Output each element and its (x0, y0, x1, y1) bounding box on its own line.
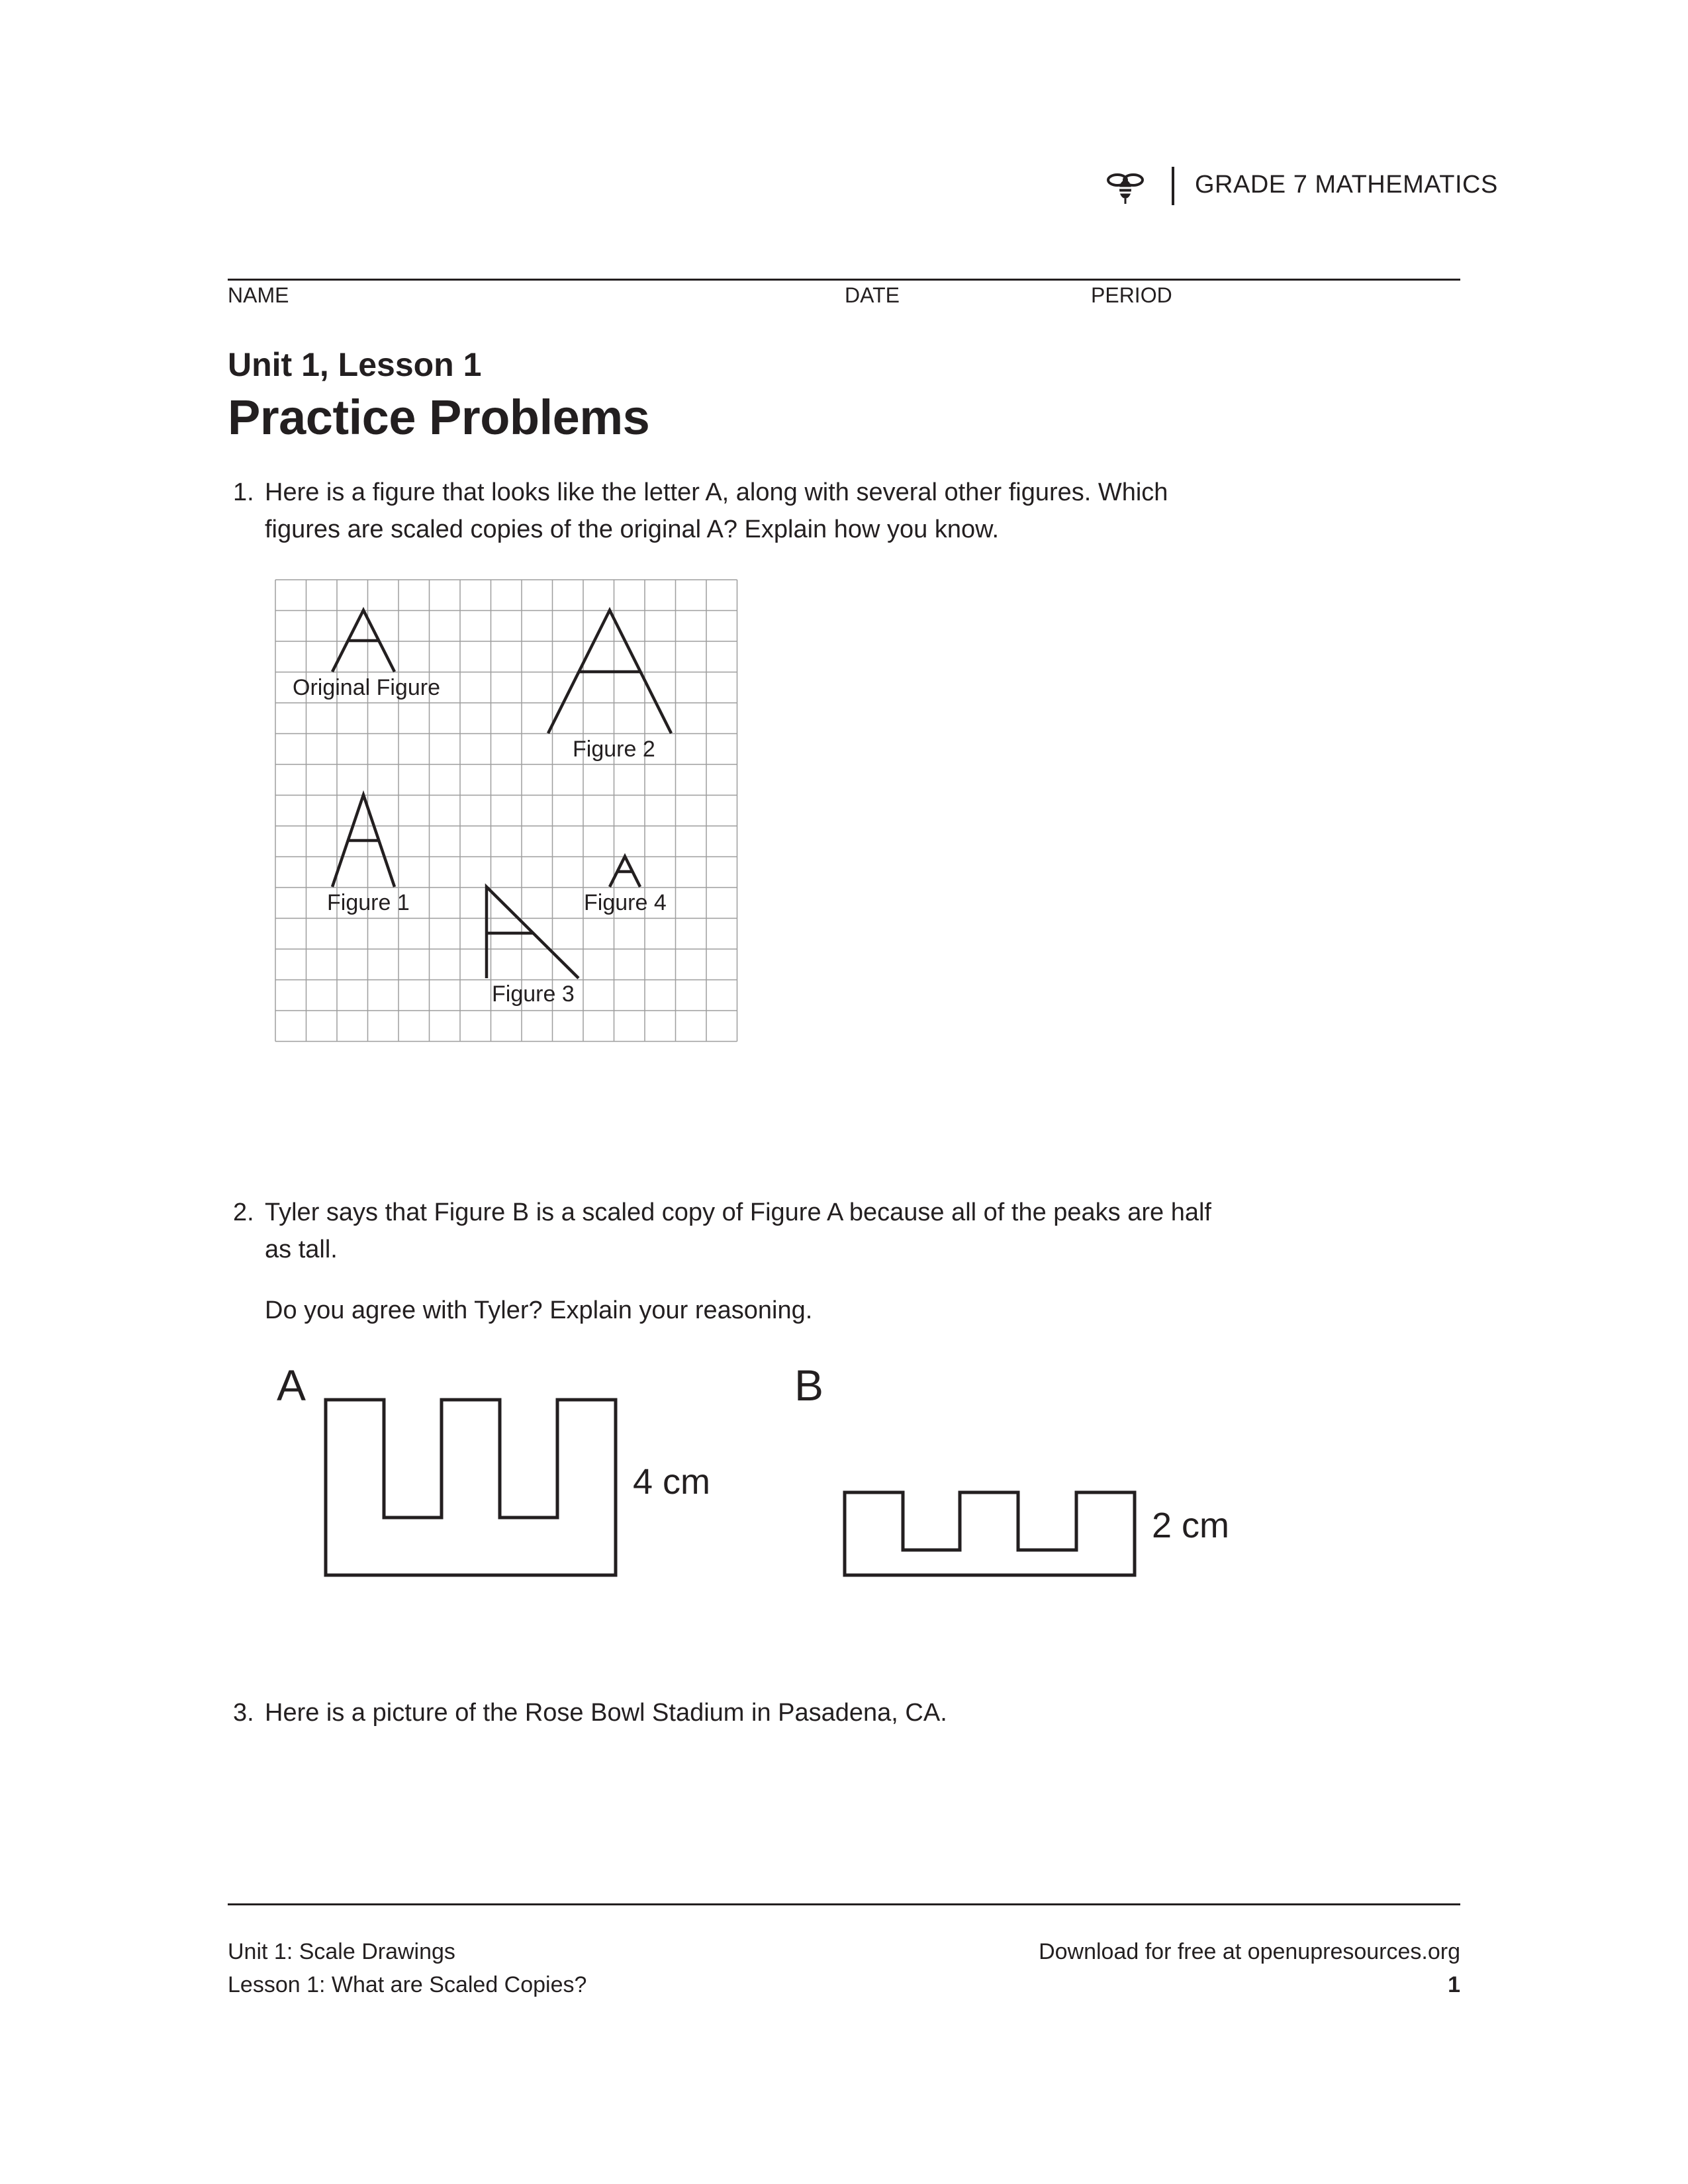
original-figure-label: Original Figure (293, 675, 440, 700)
name-line (228, 279, 1460, 281)
question-1-text: Here is a figure that looks like the letter A, along with several other figures. Which figures are scaled copies of the original A? Explain how you know. (265, 478, 1168, 543)
figure-b-label: B (794, 1361, 824, 1410)
question-2-number: 2. (233, 1199, 254, 1226)
question-3-text: Here is a picture of the Rose Bowl Stadium in Pasadena, CA. (265, 1699, 947, 1727)
course-title: GRADE 7 MATHEMATICS (1195, 171, 1498, 199)
figure-a-shape (326, 1400, 616, 1575)
figure-b-shape (845, 1492, 1135, 1575)
question-1-number: 1. (233, 478, 254, 506)
question-2-text: Tyler says that Figure B is a scaled copy of Figure A because all of the peaks are half as tall. (265, 1199, 1211, 1263)
page-title: Practice Problems (228, 390, 650, 445)
letter-a-figures-grid (271, 576, 741, 1047)
figure-a-height-label: 4 cm (633, 1462, 711, 1502)
header-divider (1172, 167, 1174, 205)
footer-lesson: Lesson 1: What are Scaled Copies? (228, 1972, 587, 1997)
unit-lesson-heading: Unit 1, Lesson 1 (228, 346, 482, 383)
bee-logo-icon (1104, 165, 1147, 208)
figure-4-label: Figure 4 (584, 890, 667, 915)
question-3-number: 3. (233, 1699, 254, 1727)
figure-3-label: Figure 3 (492, 981, 575, 1007)
page-number: 1 (1448, 1972, 1460, 1997)
figure-1-shape (332, 795, 395, 887)
period-label: PERIOD (1091, 283, 1172, 307)
figure-b-height-label: 2 cm (1152, 1506, 1230, 1545)
date-label: DATE (845, 283, 900, 307)
figure-a-label: A (277, 1361, 306, 1410)
footer-rule (228, 1903, 1460, 1905)
name-label: NAME (228, 283, 289, 307)
footer-unit: Unit 1: Scale Drawings (228, 1939, 455, 1964)
castle-figures (265, 1350, 1258, 1582)
figure-1-label: Figure 1 (327, 890, 410, 915)
footer-download-link[interactable]: Download for free at openupresources.org (1039, 1939, 1460, 1964)
figure-3-shape (487, 887, 579, 978)
figure-2-label: Figure 2 (573, 737, 655, 762)
question-2-prompt: Do you agree with Tyler? Explain your reasoning. (265, 1297, 813, 1324)
